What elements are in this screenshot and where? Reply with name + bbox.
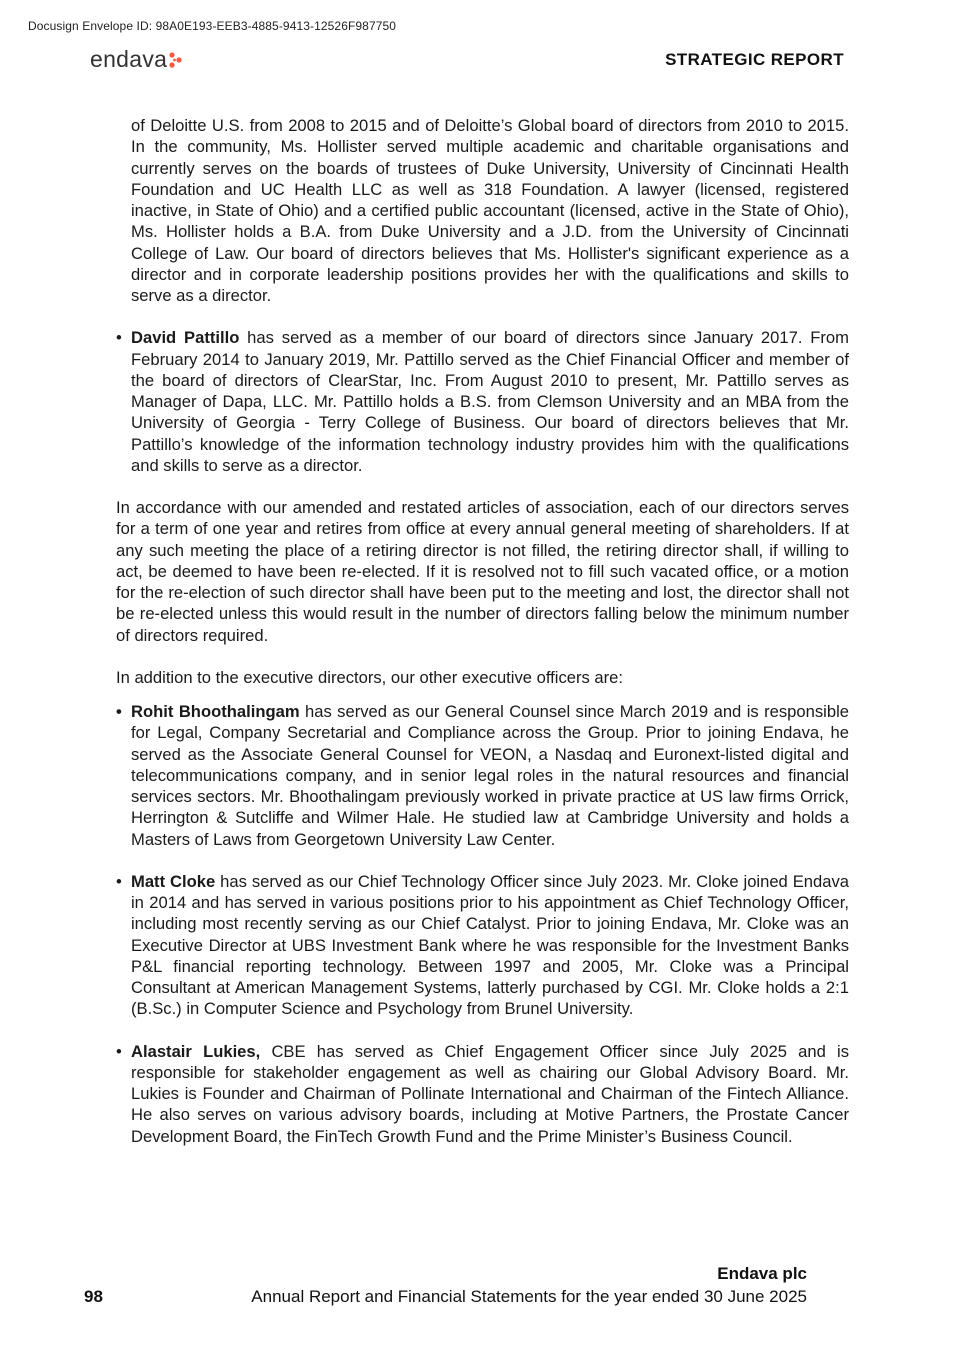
bullet: •	[116, 871, 122, 891]
officer-bio-text: has served as our Chief Technology Officer since July 2023. Mr. Cloke joined Endava in 2014 and has served in various positions prior to his appointment as Chief Technology Officer, including most recently serving as our Chief Catalyst. Prior to joining Endava, Mr. Cloke was an Executive Director at UBS Investment Bank where he was responsible for the Investment Banks P&L financial reporting technology. Between 1997 and 2005, Mr. Cloke was a Principal Consultant at American Management Systems, latterly purchased by CGI. Mr. Cloke holds a 2:1 (B.Sc.) in Computer Science and Psychology from Brunel University.	[131, 871, 849, 1019]
bullet: •	[116, 328, 122, 348]
officer-name: Alastair Lukies,	[131, 1041, 261, 1061]
footer-company: Endava plc	[717, 1264, 807, 1283]
officers-intro: In addition to the executive directors, our other executive officers are:	[116, 667, 624, 687]
director-bio-text: has served as a member of our board of directors since January 2017. From February 2014 to January 2019, Mr. Pattillo served as the Chief Financial Officer and member of the board of directors of ClearStar, Inc. From August 2010 to present, Mr. Pattillo serves as Manager of Dapa, LLC. Mr. Pattillo holds a B.S. from Clemson University and an MBA from the University of Georgia - Terry College of Business. Our board of directors believes that Mr. Pattillo’s knowledge of the information technology industry provides him with the qualifications and skills to serve as a director.	[131, 328, 849, 475]
endava-logo	[90, 46, 183, 73]
director-name: David Pattillo	[131, 328, 240, 348]
officer-name: Matt Cloke	[131, 871, 216, 891]
section-title: STRATEGIC REPORT	[665, 50, 844, 69]
officer-name: Rohit Bhoothalingam	[131, 702, 300, 721]
hollister-bio-continued: of Deloitte U.S. from 2008 to 2015 and of Deloitte’s Global board of directors from 2010 to 2015. In the community, Ms. Hollister served multiple academic and charitable organisations and currently serves on the boards of trustees of Duke University, University of Cincinnati Health Foundation and UC Health LLC as well as 318 Foundation. A lawyer (licensed, registered inactive, in State of Ohio) and a certified public accountant (licensed, active in the State of Ohio), Ms. Hollister holds a B.A. from Duke University and a J.D. from the University of Cincinnati College of Law. Our board of directors believes that Ms. Hollister's significant experience as a director and in corporate leadership positions provides her with the qualifications and skills to serve as a director.	[131, 116, 849, 305]
officer-bio-text: CBE has served as Chief Engagement Officer since July 2025 and is responsible for stakeholder engagement as well as chairing our Global Advisory Board. Mr. Lukies is Founder and Chairman of Pollinate International and Chairman of the Fintech Alliance. He also serves on various advisory boards, including at Motive Partners, the Prostate Cancer Development Board, the FinTech Growth Fund and the Prime Minister’s Business Council.	[131, 1041, 849, 1146]
page-number: 98	[84, 1287, 103, 1306]
logo-text: endava	[90, 46, 168, 72]
document-body	[116, 115, 849, 1147]
officer-bio-bhoothalingam	[116, 701, 849, 850]
envelope-id: Docusign Envelope ID: 98A0E193-EEB3-4885-9413-12526F987750	[28, 19, 397, 33]
bullet: •	[116, 1041, 122, 1061]
articles-paragraph: In accordance with our amended and restated articles of association, each of our directors serves for a term of one year and retires from office at every annual general meeting of shareholders. If at any such meeting the place of a retiring director is not filled, the retiring director shall, if willing to act, be deemed to have been re-elected. If it is resolved not to fill such vacated office, or a motion for the re-election of such director shall have been put to the meeting and lost, the director shall not be re-elected unless this would result in the number of directors falling below the minimum number of directors required.	[116, 498, 849, 645]
endava-mark-icon	[169, 52, 183, 68]
officer-bio-lukies	[116, 1041, 849, 1147]
officer-bio-text: has served as our General Counsel since March 2019 and is responsible for Legal, Company Secretarial and Compliance across the Group. Prior to joining Endava, he served as the Associate General Counsel for VEON, a Nasdaq and Euronext-listed digital and telecommunications company, and in senior legal roles in the natural resources and financial services sectors. Mr. Bhoothalingam previously worked in private practice at US law firms Orrick, Herrington & Sutcliffe and Wilmer Hale. He studied law at Cambridge University and holds a Masters of Laws from Georgetown University Law Center.	[131, 702, 849, 849]
officer-bio-cloke	[116, 871, 849, 1020]
director-bio-pattillo	[116, 327, 849, 476]
bullet: •	[116, 702, 122, 721]
footer-report-title: Annual Report and Financial Statements for the year ended 30 June 2025	[251, 1287, 807, 1306]
